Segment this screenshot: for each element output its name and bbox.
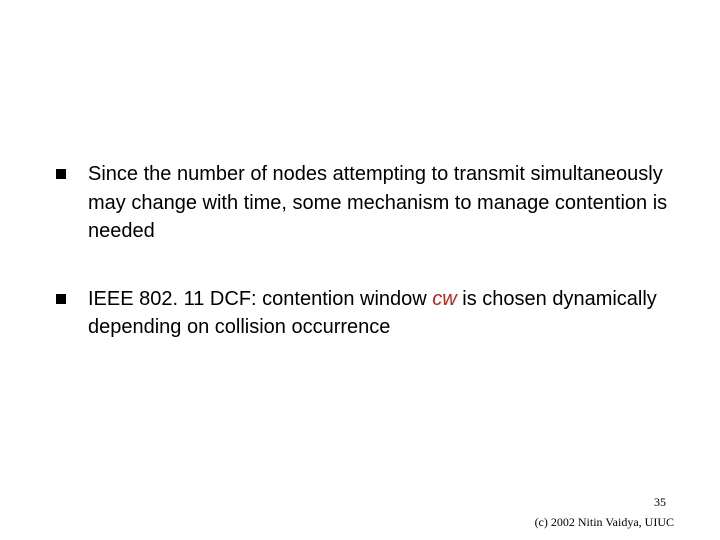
bullet-item-dcf [54, 285, 674, 342]
bullet-text-end: is chosen dynamically depending on collision occurrence [88, 287, 657, 338]
square-bullet-icon [56, 294, 66, 304]
bullet-list [54, 160, 674, 342]
square-bullet-icon [56, 169, 66, 179]
slide-footer [535, 492, 674, 532]
copyright-credit: (c) 2002 Nitin Vaidya, UIUC [534, 515, 674, 529]
bullet-item-contention [54, 160, 674, 246]
page-number: 35 [654, 495, 666, 509]
emphasis-term-cw: cw [432, 287, 457, 310]
bullet-text: Since the number of nodes attempting to transmit simultaneously may change with time, some mechanism to manage contention is needed [88, 163, 668, 242]
bullet-text-start: IEEE 802. 11 DCF: contention window [88, 287, 433, 310]
